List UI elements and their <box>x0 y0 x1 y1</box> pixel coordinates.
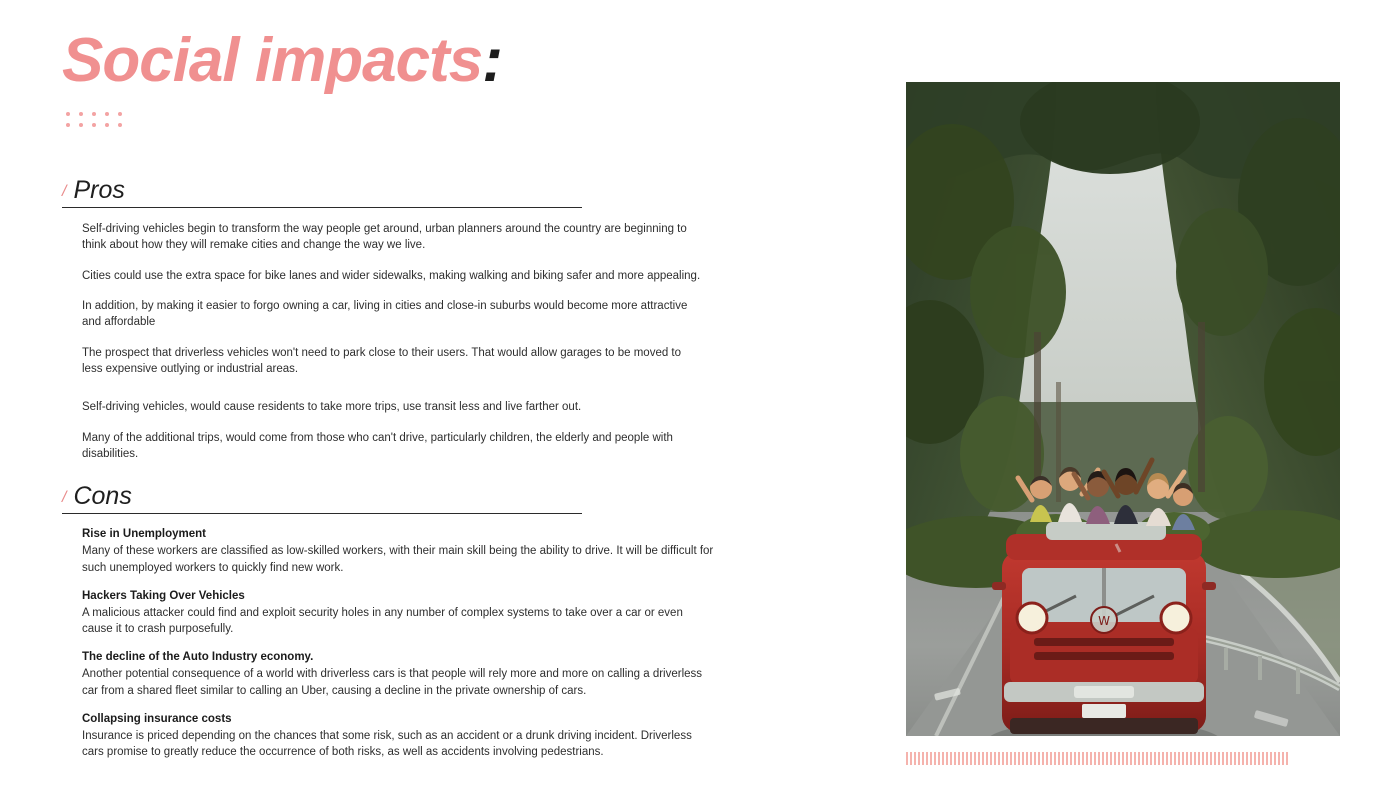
tick <box>1174 752 1176 765</box>
tick <box>1214 752 1216 765</box>
tick <box>1190 752 1192 765</box>
tick <box>1074 752 1076 765</box>
tick <box>1210 752 1212 765</box>
section-title-pros: Pros <box>73 176 125 204</box>
tick <box>1014 752 1016 765</box>
tick <box>1218 752 1220 765</box>
pros-paragraph: Self-driving vehicles, would cause residents to take more trips, use transit less and live farther out. <box>82 401 582 414</box>
tick <box>1162 752 1164 765</box>
tick <box>1282 752 1284 765</box>
tick <box>1206 752 1208 765</box>
tick <box>1122 752 1124 765</box>
tick <box>1054 752 1056 765</box>
tick <box>1082 752 1084 765</box>
tick <box>1170 752 1172 765</box>
tick <box>1086 752 1088 765</box>
tick <box>1026 752 1028 765</box>
tick <box>1238 752 1240 765</box>
tick <box>1270 752 1272 765</box>
slash-icon: / <box>62 489 67 507</box>
tick <box>1062 752 1064 765</box>
tick <box>1002 752 1004 765</box>
tick <box>946 752 948 765</box>
page-title-label: Social impacts <box>62 26 483 95</box>
con-item-heading: Hackers Taking Over Vehicles <box>82 589 245 602</box>
tick <box>1094 752 1096 765</box>
decorative-dot-grid <box>66 112 136 134</box>
tick <box>942 752 944 765</box>
tick <box>930 752 932 765</box>
tick <box>1246 752 1248 765</box>
tick <box>1178 752 1180 765</box>
dot <box>79 123 83 127</box>
list-item <box>62 527 714 576</box>
slash-icon: / <box>62 183 67 200</box>
tick <box>1198 752 1200 765</box>
cons-section <box>62 484 712 760</box>
tick <box>1126 752 1128 765</box>
con-item-heading: Collapsing insurance costs <box>82 713 232 726</box>
tick <box>950 752 952 765</box>
tick <box>1262 752 1264 765</box>
page-title <box>62 28 502 93</box>
tick <box>982 752 984 765</box>
tick <box>1194 752 1196 765</box>
tick <box>1154 752 1156 765</box>
tick <box>1150 752 1152 765</box>
tick <box>1146 752 1148 765</box>
dot <box>118 112 122 116</box>
tick <box>1118 752 1120 765</box>
section-header-cons <box>62 484 582 514</box>
tick <box>1078 752 1080 765</box>
tick <box>1278 752 1280 765</box>
tick <box>1042 752 1044 765</box>
tick <box>1090 752 1092 765</box>
tick <box>1250 752 1252 765</box>
page-title-punctuation: : <box>482 26 502 95</box>
tick <box>1050 752 1052 765</box>
tick <box>1242 752 1244 765</box>
tick <box>1186 752 1188 765</box>
con-item-body: Many of these workers are classified as low-skilled workers, with their main skill being the ability to drive. It will be difficult for such unemployed workers to quickly find new work. <box>82 545 714 574</box>
svg-text:W: W <box>1098 614 1110 628</box>
photo-van-with-friends <box>906 82 1340 736</box>
tick <box>978 752 980 765</box>
tick <box>974 752 976 765</box>
tick <box>998 752 1000 765</box>
tick <box>1098 752 1100 765</box>
tick <box>914 752 916 765</box>
dot <box>118 123 122 127</box>
dot <box>66 123 70 127</box>
tick <box>1066 752 1068 765</box>
list-item <box>62 589 714 638</box>
tick <box>1182 752 1184 765</box>
tick <box>1222 752 1224 765</box>
decorative-tick-strip <box>906 752 1340 766</box>
tick <box>966 752 968 765</box>
tick <box>1258 752 1260 765</box>
tick <box>1010 752 1012 765</box>
tick <box>938 752 940 765</box>
con-item-body: Insurance is priced depending on the chances that some risk, such as an accident or a drunk driving incident. Driverless cars promise to greatly reduce the occurrence of both risks, as well as accidents involving pedestrians. <box>82 730 692 759</box>
tick <box>1158 752 1160 765</box>
list-item <box>62 712 714 761</box>
list-item <box>62 650 714 699</box>
tick <box>1234 752 1236 765</box>
tick <box>1266 752 1268 765</box>
dot <box>66 112 70 116</box>
tick <box>910 752 912 765</box>
content-column <box>62 178 712 774</box>
tick <box>1286 752 1288 765</box>
tick <box>986 752 988 765</box>
tick <box>926 752 928 765</box>
pros-paragraph: The prospect that driverless vehicles won't need to park close to their users. That would allow garages to be moved to less expensive outlying or industrial areas. <box>82 346 682 375</box>
tick <box>1106 752 1108 765</box>
dot <box>105 123 109 127</box>
page-title-text <box>62 28 502 93</box>
pros-paragraph: In addition, by making it easier to forgo owning a car, living in cities and close-in suburbs would become more attractive and affordable <box>82 299 688 329</box>
tick <box>922 752 924 765</box>
tick <box>1110 752 1112 765</box>
tick <box>994 752 996 765</box>
pros-paragraph: Many of the additional trips, would come from those who can't drive, particularly children, the elderly and people with disabilities. <box>82 431 673 460</box>
section-title-cons: Cons <box>73 482 132 511</box>
pros-paragraph: Self-driving vehicles begin to transform the way people get around, urban planners around the country are beginning to think about how they will remake cities and change the way we live. <box>82 223 687 252</box>
tick <box>934 752 936 765</box>
tick <box>1130 752 1132 765</box>
dot-row <box>66 112 136 116</box>
tick <box>1134 752 1136 765</box>
con-item-heading: Rise in Unemployment <box>82 528 206 541</box>
tick <box>1030 752 1032 765</box>
con-item-heading: The decline of the Auto Industry economy. <box>82 651 314 664</box>
tick <box>962 752 964 765</box>
tick <box>1274 752 1276 765</box>
dot-row <box>66 123 136 127</box>
tick <box>954 752 956 765</box>
tick <box>1070 752 1072 765</box>
tick <box>1166 752 1168 765</box>
dot <box>92 123 96 127</box>
tick <box>1058 752 1060 765</box>
tick <box>1226 752 1228 765</box>
tick <box>970 752 972 765</box>
dot <box>92 112 96 116</box>
tick <box>1102 752 1104 765</box>
con-item-body: Another potential consequence of a world with driverless cars is that people will rely more and more on calling a driverless car from a shared fleet similar to calling an Uber, causing a decline in the private ownership of cars. <box>82 668 703 697</box>
dot <box>79 112 83 116</box>
tick <box>1138 752 1140 765</box>
tick <box>1022 752 1024 765</box>
tick <box>1018 752 1020 765</box>
tick <box>1254 752 1256 765</box>
pros-paragraph: Cities could use the extra space for bike lanes and wider sidewalks, making walking and biking safer and more appealing. <box>82 269 701 282</box>
tick <box>1142 752 1144 765</box>
tick <box>1034 752 1036 765</box>
tick <box>1046 752 1048 765</box>
tick <box>918 752 920 765</box>
dot <box>105 112 109 116</box>
tick <box>958 752 960 765</box>
tick <box>1202 752 1204 765</box>
con-item-body: A malicious attacker could find and exploit security holes in any number of complex systems to take over a car or even cause it to crash purposefully. <box>82 606 683 636</box>
tick <box>1038 752 1040 765</box>
tick <box>1230 752 1232 765</box>
tick <box>1006 752 1008 765</box>
tick <box>990 752 992 765</box>
section-header-pros <box>62 178 582 208</box>
tick <box>1114 752 1116 765</box>
tick <box>906 752 908 765</box>
